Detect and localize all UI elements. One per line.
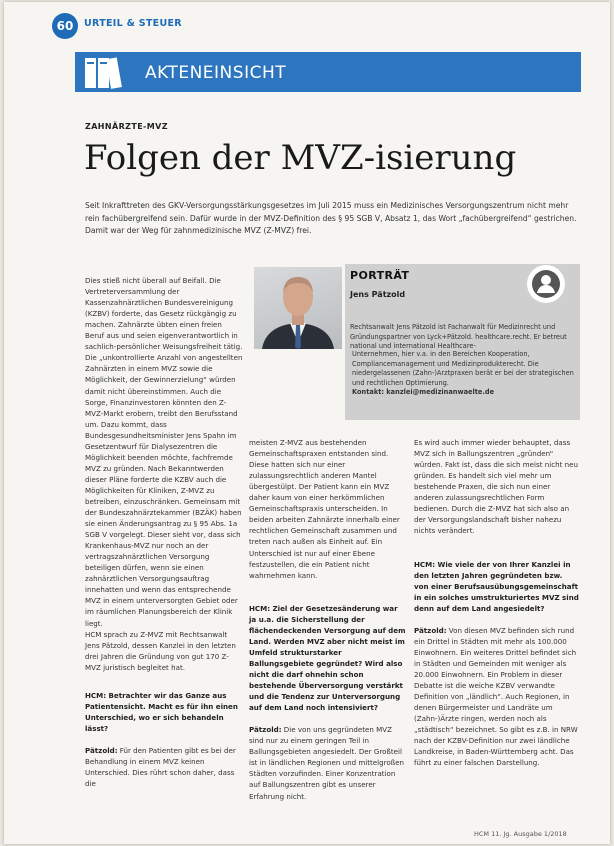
body-text: Dies stieß nicht überall auf Beifall. Die Vertreterversammlung der Kassenzahnärztlichen Bundesvereinigung (KZBV) forderte, das Gesetz rückgängig zu machen. Zahnärzte übten einen freien Beruf aus und seien eigenverantwortlich in sachlich-persönlicher Weisungsfreiheit tätig. Die „unkontrollierte Anzahl von angestellten Zahnärzten in einem MVZ sowie die Möglichkeit, der Gewinnerzielung“ würden damit nicht übereinstimmen. Auch die Sorge, Finanzinvestoren könnten den Z-MVZ-Markt erobern, treibt den Berufsstand um. Dazu kommt, dass Bundesgesundheitsminister Jens Spahn im Gesetzentwurf für Dialysezentren die Möglichkeit beenden möchte, fachfremde MVZ zu gründen. Nach Bekanntwerden dieser Pläne forderte die KZBV auch die Möglichkeiten für Kliniken, Z-MVZ zu betreiben, einzuschränken. Gemeinsam mit der Bundeszahnärztekammer (BZÄK) haben sie einen Änderungsantrag zu § 95 Abs. 1a SGB V vorgelegt. Dieser sieht vor, dass sich Krankenhaus-MVZ nur noch an der vertragszahnärztlichen Versorgung beteiligen dürfen, wenn sie einen zahnärztlichen Versorgungsauftrag innehatten und wenn das entsprechende MVZ in einem unterversorgten Gebiet oder im räumlichen Planungsbereich der Klinik liegt. HCM sprach zu Z-MVZ mit Rechtsanwalt Jens Pätzold, dessen Kanzlei in den letzten drei Jahren die Gründung von gut 170 Z-MVZ juristisch begleitet hat. xyxy=(85,276,243,672)
person-icon xyxy=(527,265,565,303)
column-1 xyxy=(85,264,243,789)
interview-answer: Von diesen MVZ befinden sich rund ein Drittel in Städten mit mehr als 100.000 Einwohnern. Ein weiteres Drittel befindet sich in Städten und Gemeinden mit weniger als 20.000 Einwohnern. Ein Problem in dieser Debatte ist die weiche KZBV verwandte Definition von „ländlich“. Auch Regionen, in denen Bürgermeister und Landräte um (Zahn-)Ärzte ringen, werden noch als „städtisch“ bezeichnet. So gibt es z.B. in NRW nach der KZBV-Definition nur zwei ländliche Landkreise, in Baden-Württemberg acht. Das führt zu einer falschen Darstellung. xyxy=(414,625,578,768)
portrait-bio-bottom xyxy=(352,350,574,398)
interview-answer: Die von uns gegründeten MVZ sind nur zu einem geringen Teil in Ballungsgebieten angesiedelt. Der Großteil ist in ländlichen Regionen und mittelgroßen Städten vorzufinden. Einer Konzentration auf Ballungszentren gibt es unserer Erfahrung nicht. xyxy=(249,725,405,801)
interview-question: HCM: Wie viele der von Ihrer Kanzlei in den letzten Jahren gegründeten bzw. von einer Berufsausübungsgemeinschaft in ein solches umstrukturiertes MVZ sind denn auf dem Land angesiedelt? xyxy=(414,559,579,613)
band-title: AKTENEINSICHT xyxy=(145,63,287,83)
interview-question: HCM: Ziel der Gesetzesänderung war ja u.a. die Sicherstellung der flächendeckenden Versorgung auf dem Land. Werden MVZ aber nicht meist im Umfeld strukturstarker Ballungsgebiete gegründet? Wird also nicht die darf ohnehin schon bestehende Überversorgung verstärkt und die Tendenz zur Unterversorgung auf dem Land noch intensiviert? xyxy=(249,603,406,713)
answer-label: Pätzold: xyxy=(249,725,282,735)
answer-label: Pätzold: xyxy=(85,746,118,756)
portrait-bio: Unternehmen, hier v.a. in den Bereichen Kooperation, Compliancemanagement und Medizinprodukterecht. Die niedergelassenen (Zahn-)Arztpraxen berät er bei der strategischen und rechtlichen Optimierung. xyxy=(352,350,574,387)
interview-question: HCM: Betrachter wir das Ganze aus Patientensicht. Macht es für ihn einen Unterschied, wo er sich behandeln lässt? xyxy=(85,690,238,733)
answer-label: Pätzold: xyxy=(414,625,447,635)
portrait-photo xyxy=(254,267,342,349)
magazine-page xyxy=(4,2,610,844)
section-label: URTEIL & STEUER xyxy=(84,18,182,29)
article-title: Folgen der MVZ-isierung xyxy=(84,138,517,178)
body-text: Es wird auch immer wieder behauptet, dass MVZ sich in Ballungszentren „gründen“ würden. Fakt ist, dass die sich meist nicht neu gründen. Es handelt sich viel mehr um bestehende Praxen, die sich nun einer anderen zulassungsrechtlichen Form bedienen. Durch die Z-MVZ hat sich also an der Versorgungslandschaft bisher nahezu nichts verändert. xyxy=(414,438,578,536)
books-icon xyxy=(81,56,131,90)
page-footer: HCM 11. Jg. Ausgabe 1/2018 xyxy=(474,830,567,838)
body-text: meisten Z-MVZ aus bestehenden Gemeinschaftspraxen entstanden sind. Diese hatten sich nur einer zulassungsrechtlich anderen Mantel übergestülpt. Der Patient kann ein MVZ daher kaum von einer herkömmlichen Gemeinschaftspraxis unterscheiden. In beiden arbeiten Zahnärzte innerhalb einer rechtlichen Gemeinschaft zusammen und treten nach außen als Einheit auf. Ein Unterschied ist nur auf einer Ebene festzustellen, die ein Patient nicht wahrnehmen kann. xyxy=(249,438,400,580)
column-3 xyxy=(414,426,579,786)
portrait-box xyxy=(247,264,580,420)
portrait-heading: PORTRÄT xyxy=(350,269,410,282)
portrait-bio-top: Rechtsanwalt Jens Pätzold ist Fachanwalt für Medizinrecht und Gründungspartner von Lyck+Pätzold. healthcare.recht. Er betreut national und international Healthcare- xyxy=(350,323,567,350)
portrait-name: Jens Pätzold xyxy=(350,290,406,299)
article-kicker: ZAHNÄRZTE-MVZ xyxy=(85,122,168,131)
interview-answer: Für den Patienten gibt es bei der Behandlung in einem MVZ keinen Unterschied. Dies rührt schon daher, dass die xyxy=(85,746,236,789)
page-number: 60 xyxy=(52,13,78,39)
article-lead: Seit Inkrafttreten des GKV-Versorgungsstärkungsgesetzes im Juli 2015 muss ein Medizinisches Versorgungszentrum nicht mehr rein fachübergreifend sein. Dafür wurde in der MVZ-Definition des § 95 SGB V, Absatz 1, das Wort „fachübergreifend“ gestrichen. Damit war der Weg für zahnmedizinische MVZ (Z-MVZ) frei. xyxy=(85,201,577,236)
section-band xyxy=(75,52,581,92)
column-2 xyxy=(249,426,407,801)
portrait-contact[interactable]: Kontakt: kanzlei@medizinanwaelte.de xyxy=(352,388,495,396)
